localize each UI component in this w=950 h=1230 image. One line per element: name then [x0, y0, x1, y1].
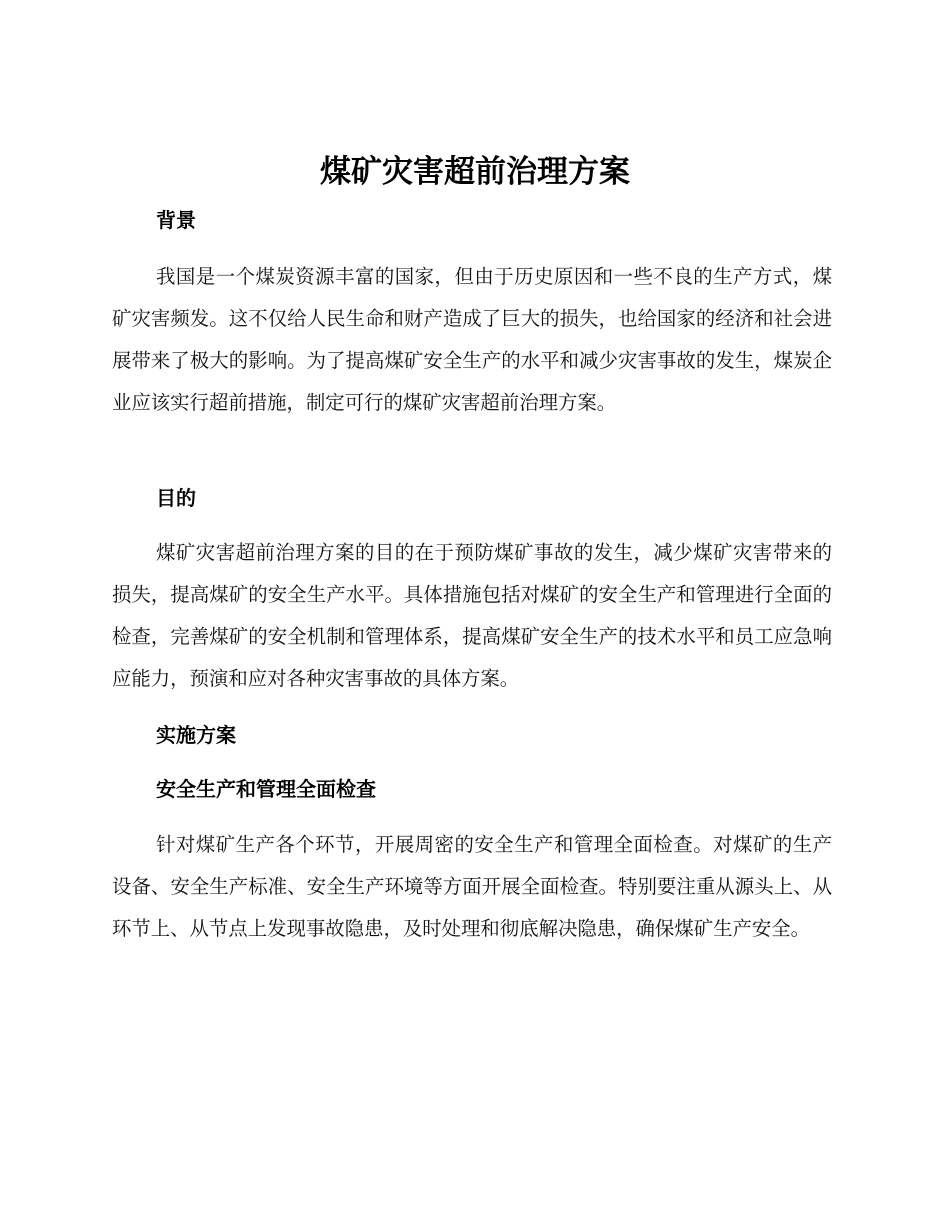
section-heading-background: 背景: [156, 208, 196, 232]
section-heading-implementation-plan: 实施方案: [156, 723, 236, 747]
section-body-purpose: 煤矿灾害超前治理方案的目的在于预防煤矿事故的发生，减少煤矿灾害带来的损失，提高煤矿的安全生产水平。具体措施包括对煤矿的安全生产和管理进行全面的检查，完善煤矿的安全机制和管理体系，提高煤矿安全生产的技术水平和员工应急响应能力，预演和应对各种灾害事故的具体方案。: [112, 541, 832, 690]
section-body-background: 我国是一个煤炭资源丰富的国家，但由于历史原因和一些不良的生产方式，煤矿灾害频发。这不仅给人民生命和财产造成了巨大的损失，也给国家的经济和社会进展带来了极大的影响。为了提高煤矿安全生产的水平和减少灾害事故的发生，煤炭企业应该实行超前措施，制定可行的煤矿灾害超前治理方案。: [112, 265, 832, 414]
section-heading-purpose: 目的: [156, 486, 196, 510]
subsection-body-inspection: 针对煤矿生产各个环节，开展周密的安全生产和管理全面检查。对煤矿的生产设备、安全生产标准、安全生产环境等方面开展全面检查。特别要注重从源头上、从环节上、从节点上发现事故隐患，及时处理和彻底解决隐患，确保煤矿生产安全。: [112, 833, 832, 940]
document-title: 煤矿灾害超前治理方案: [320, 154, 630, 190]
subsection-heading-inspection: 安全生产和管理全面检查: [156, 777, 376, 801]
